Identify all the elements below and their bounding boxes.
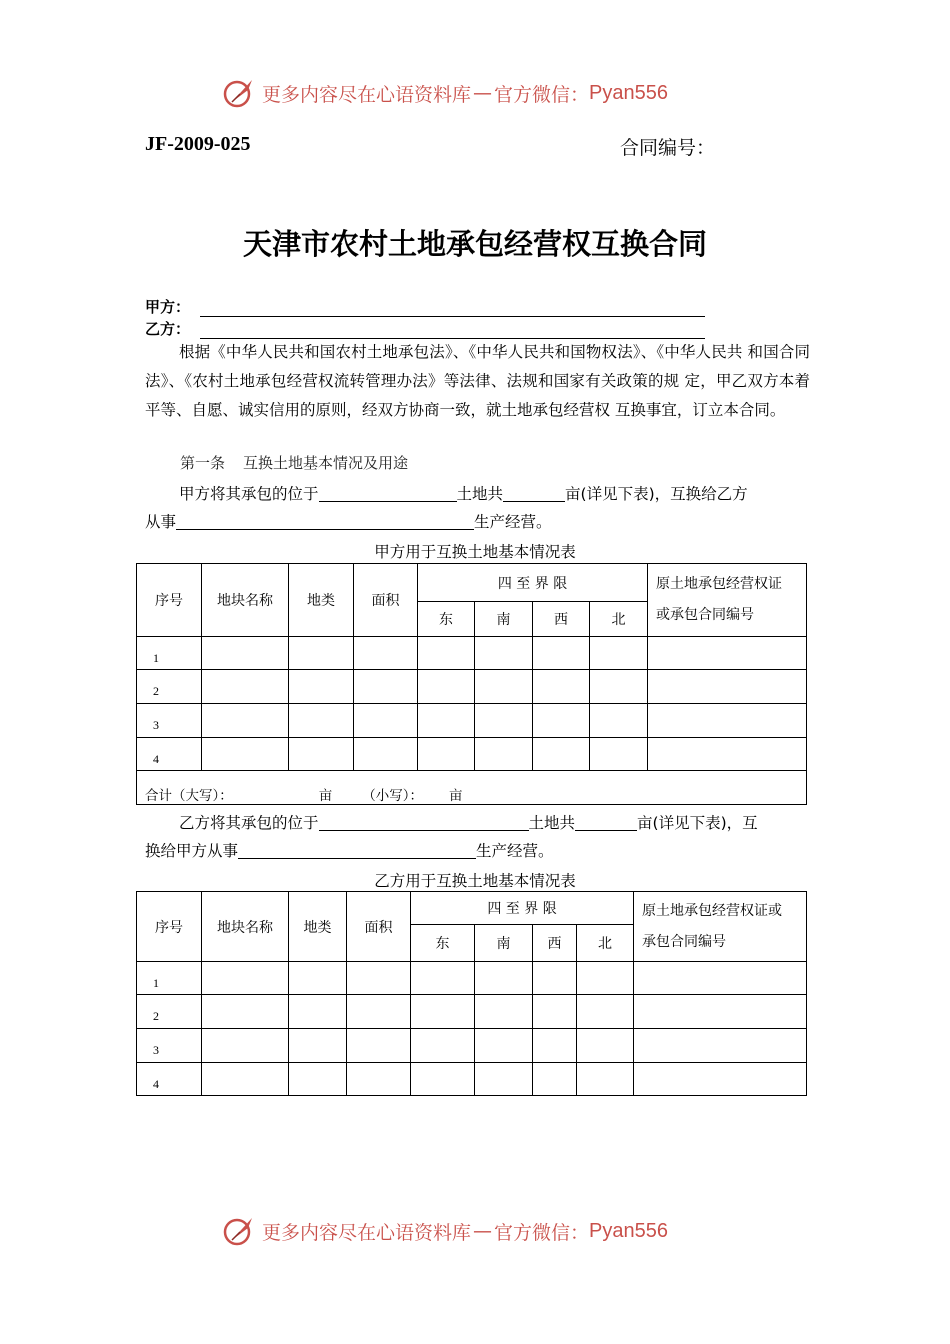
header-plot-name: 地块名称 xyxy=(202,892,289,962)
cell[interactable] xyxy=(634,1029,807,1063)
cell[interactable] xyxy=(347,1029,411,1063)
cell[interactable] xyxy=(533,1029,577,1063)
cell[interactable] xyxy=(533,962,577,995)
page-title: 天津市农村土地承包经营权互换合同 xyxy=(242,227,707,261)
cell[interactable] xyxy=(475,995,533,1029)
party-b-use-blank[interactable] xyxy=(238,840,476,859)
party-b-swap-line2 xyxy=(145,837,554,865)
cell[interactable] xyxy=(577,995,634,1029)
party-b-production-text: 生产经营。 xyxy=(476,842,554,860)
cell[interactable] xyxy=(354,637,418,670)
cell[interactable] xyxy=(590,637,648,670)
preamble-paragraph: 根据《中华人民共和国农村土地承包法》、《中华人民共和国物权法》、《中华人民共 和国合同法》、《农村土地承包经营权流转管理办法》等法律、法规和国家有关政策的规 定，甲乙双方本着平等、自愿、诚实信用的原则，经双方协商一致，就土地承包经营权 互换事宜，订立本合同。 xyxy=(145,343,810,419)
watermark-wechat-id: Pyan556 xyxy=(589,81,668,104)
table-row xyxy=(137,1029,807,1063)
header-boundaries: 四 至 界 限 xyxy=(418,564,648,602)
article-1-title: 互换土地基本情况及用途 xyxy=(243,454,409,472)
watermark-library-text: 更多内容尽在心语资料库 xyxy=(262,83,472,106)
cell[interactable] xyxy=(202,704,289,738)
cell[interactable] xyxy=(533,1063,577,1096)
party-b-label: 乙方： xyxy=(145,320,191,338)
cell[interactable] xyxy=(648,738,807,771)
row-number: 1 xyxy=(137,637,202,670)
watermark-dash: — xyxy=(473,1220,493,1242)
cell[interactable] xyxy=(634,1063,807,1096)
cell[interactable] xyxy=(289,1029,347,1063)
party-a-engage-label: 从事 xyxy=(145,513,177,531)
header-certificate-line2: 承包合同编号 xyxy=(642,933,727,950)
cell[interactable] xyxy=(289,637,354,670)
cell[interactable] xyxy=(475,738,533,771)
party-b-location-blank[interactable] xyxy=(319,812,529,831)
table-total-row xyxy=(137,771,807,805)
row-number: 1 xyxy=(137,962,202,995)
cell[interactable] xyxy=(202,962,289,995)
total-small-label: （小写）： xyxy=(362,787,423,804)
party-a-use-blank[interactable] xyxy=(176,511,474,530)
cell[interactable] xyxy=(475,1063,533,1096)
cell[interactable] xyxy=(475,1029,533,1063)
header-north: 北 xyxy=(577,925,634,962)
cell[interactable] xyxy=(411,962,475,995)
table-row xyxy=(137,738,807,771)
cell[interactable] xyxy=(202,670,289,704)
party-b-swap-text: 亩(详见下表)，互 xyxy=(637,814,758,832)
cell[interactable] xyxy=(648,637,807,670)
cell[interactable] xyxy=(418,738,475,771)
row-number: 3 xyxy=(137,704,202,738)
cell[interactable] xyxy=(634,995,807,1029)
watermark-dash: — xyxy=(473,82,493,104)
article-1-number: 第一条 xyxy=(180,454,226,472)
cell[interactable] xyxy=(648,704,807,738)
table-b-title: 乙方用于互换土地基本情况表 xyxy=(374,872,576,890)
table-b xyxy=(136,891,807,1096)
cell[interactable] xyxy=(289,962,347,995)
header-south: 南 xyxy=(475,602,533,637)
article-1-heading xyxy=(180,452,408,473)
header-seq: 序号 xyxy=(137,564,202,637)
cell[interactable] xyxy=(590,704,648,738)
header-west: 西 xyxy=(533,602,590,637)
cell[interactable] xyxy=(354,704,418,738)
party-a-land-label: 土地共 xyxy=(456,485,504,503)
cell[interactable] xyxy=(418,704,475,738)
party-a-swap-text: 亩(详见下表)，互换给乙方 xyxy=(565,485,748,503)
watermark-wechat-id: Pyan556 xyxy=(589,1219,668,1242)
cell[interactable] xyxy=(202,1063,289,1096)
table-row xyxy=(137,704,807,738)
cell[interactable] xyxy=(590,738,648,771)
party-a-label: 甲方： xyxy=(145,298,191,316)
cell[interactable] xyxy=(411,995,475,1029)
table-row xyxy=(137,995,807,1029)
total-cell xyxy=(137,771,807,805)
cell[interactable] xyxy=(577,962,634,995)
cell[interactable] xyxy=(347,1063,411,1096)
header-boundaries: 四 至 界 限 xyxy=(411,892,634,925)
cell[interactable] xyxy=(475,704,533,738)
header-area: 面积 xyxy=(347,892,411,962)
party-a-swap-line2 xyxy=(145,508,552,536)
header-certificate-line2: 或承包合同编号 xyxy=(656,607,755,623)
cell[interactable] xyxy=(411,1029,475,1063)
watermark-wechat-label: 官方微信： xyxy=(494,83,590,106)
cell[interactable] xyxy=(590,670,648,704)
cell[interactable] xyxy=(648,670,807,704)
cell[interactable] xyxy=(533,704,590,738)
header-certificate-line1: 原土地承包经营权证或 xyxy=(642,902,783,919)
header-south: 南 xyxy=(475,925,533,962)
table-a xyxy=(136,563,807,805)
cell[interactable] xyxy=(533,637,590,670)
cell[interactable] xyxy=(634,962,807,995)
party-a-production-text: 生产经营。 xyxy=(474,513,552,531)
watermark-top xyxy=(222,76,668,110)
watermark-library-text: 更多内容尽在心语资料库 xyxy=(262,1221,472,1244)
contract-number-label: 合同编号： xyxy=(620,137,716,159)
row-number: 4 xyxy=(137,1063,202,1096)
cell[interactable] xyxy=(354,670,418,704)
watermark-wechat-label: 官方微信： xyxy=(494,1221,590,1244)
cell[interactable] xyxy=(289,704,354,738)
row-number: 2 xyxy=(137,995,202,1029)
cell[interactable] xyxy=(289,995,347,1029)
header-east: 东 xyxy=(411,925,475,962)
quill-logo-icon xyxy=(222,1214,256,1248)
party-a-row xyxy=(145,296,705,317)
watermark-bottom xyxy=(222,1214,668,1248)
table-a-title: 甲方用于互换土地基本情况表 xyxy=(374,543,576,561)
party-b-acre-blank[interactable] xyxy=(575,812,637,831)
cell[interactable] xyxy=(577,1029,634,1063)
cell[interactable] xyxy=(347,995,411,1029)
total-unit-2: 亩 xyxy=(449,787,463,804)
cell[interactable] xyxy=(475,962,533,995)
party-b-swap-line1 xyxy=(145,809,758,837)
table-row xyxy=(137,670,807,704)
party-b-engage-label: 换给甲方从事 xyxy=(145,842,239,860)
cell[interactable] xyxy=(411,1063,475,1096)
cell[interactable] xyxy=(475,637,533,670)
total-unit-1: 亩 xyxy=(318,787,333,804)
cell[interactable] xyxy=(202,1029,289,1063)
party-a-location-blank[interactable] xyxy=(319,483,457,502)
header-east: 东 xyxy=(418,602,475,637)
party-a-blank[interactable] xyxy=(200,302,705,317)
cell[interactable] xyxy=(354,738,418,771)
cell[interactable] xyxy=(533,670,590,704)
cell[interactable] xyxy=(289,738,354,771)
cell[interactable] xyxy=(347,962,411,995)
row-number: 4 xyxy=(137,738,202,771)
header-north: 北 xyxy=(590,602,648,637)
cell[interactable] xyxy=(202,738,289,771)
header-area: 面积 xyxy=(354,564,418,637)
header-certificate xyxy=(634,892,807,962)
party-b-blank[interactable] xyxy=(200,324,705,339)
row-number: 2 xyxy=(137,670,202,704)
table-row xyxy=(137,962,807,995)
cell[interactable] xyxy=(533,738,590,771)
header-seq: 序号 xyxy=(137,892,202,962)
cell[interactable] xyxy=(289,670,354,704)
header-plot-name: 地块名称 xyxy=(202,564,289,637)
header-certificate-line1: 原土地承包经营权证 xyxy=(656,576,783,592)
cell[interactable] xyxy=(202,995,289,1029)
cell[interactable] xyxy=(533,995,577,1029)
cell[interactable] xyxy=(577,1063,634,1096)
cell[interactable] xyxy=(418,637,475,670)
cell[interactable] xyxy=(202,637,289,670)
header-land-type: 地类 xyxy=(289,564,354,637)
party-a-swap-line1 xyxy=(145,480,748,508)
quill-logo-icon xyxy=(222,76,256,110)
header-land-type: 地类 xyxy=(289,892,347,962)
row-number: 3 xyxy=(137,1029,202,1063)
party-b-land-label: 土地共 xyxy=(528,814,576,832)
total-label: 合计（大写）： xyxy=(145,787,233,804)
party-b-location-label: 乙方将其承包的位于 xyxy=(179,814,319,832)
party-a-acre-blank[interactable] xyxy=(503,483,565,502)
cell[interactable] xyxy=(418,670,475,704)
party-a-location-label: 甲方将其承包的位于 xyxy=(179,485,319,503)
header-west: 西 xyxy=(533,925,577,962)
cell[interactable] xyxy=(289,1063,347,1096)
table-row xyxy=(137,1063,807,1096)
header-certificate xyxy=(648,564,807,637)
document-code: JF-2009-025 xyxy=(145,133,251,155)
table-row xyxy=(137,637,807,670)
cell[interactable] xyxy=(475,670,533,704)
party-b-row xyxy=(145,318,705,339)
